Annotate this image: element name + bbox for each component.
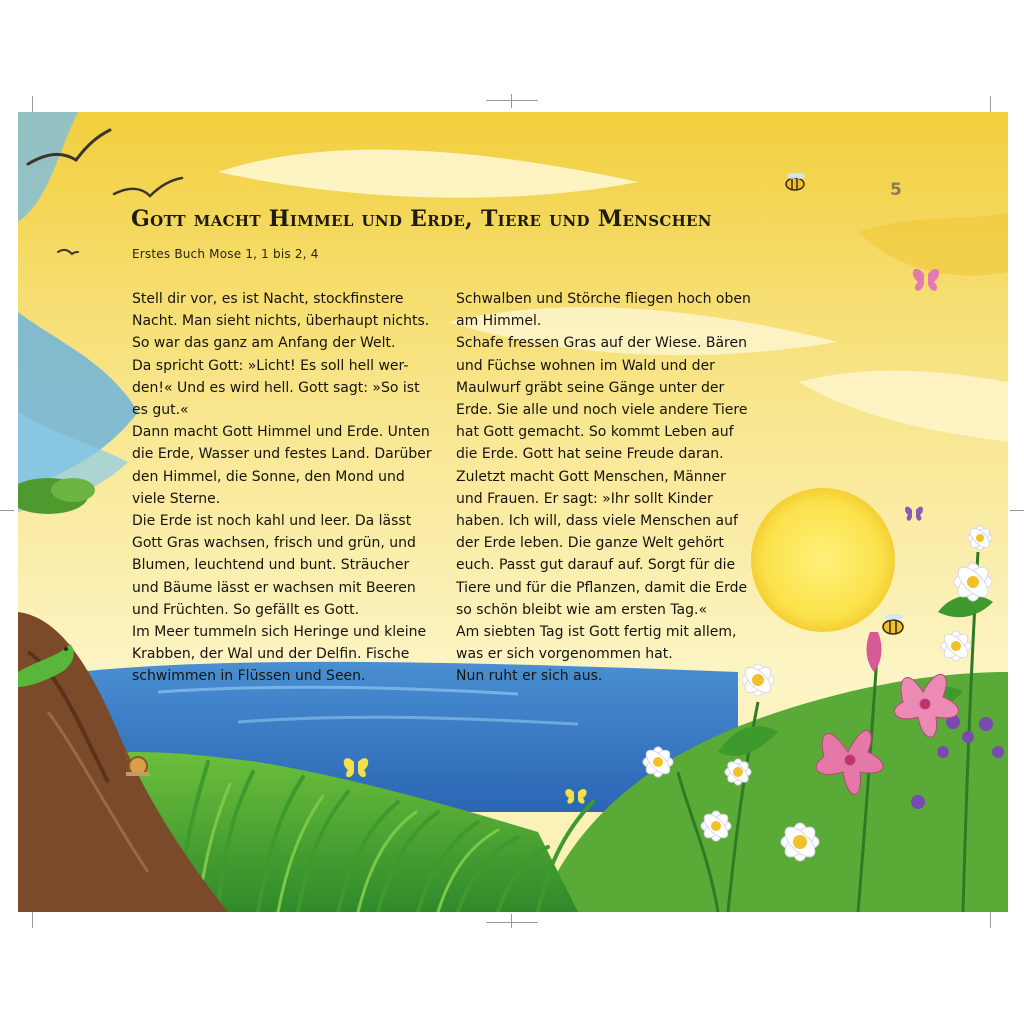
text-line: Tiere und für die Pflanzen, damit die Erde xyxy=(456,579,748,596)
text-line: Nun ruht er sich aus. xyxy=(456,668,603,685)
text-line: Krabben, der Wal und der Delfin. Fische xyxy=(132,646,410,663)
text-line: Zuletzt macht Gott Menschen, Männer xyxy=(456,468,726,485)
text-line: Gott Gras wachsen, frisch und grün, und xyxy=(132,535,416,552)
flower-icon xyxy=(940,630,971,661)
text-line: euch. Passt gut darauf auf. Sorgt für die xyxy=(456,557,736,574)
text-column-left xyxy=(132,288,432,688)
crop-mark xyxy=(990,96,991,112)
text-line: Schwalben und Störche fliegen hoch oben xyxy=(456,291,751,307)
bible-reference: Erstes Buch Mose 1, 1 bis 2, 4 xyxy=(132,247,319,261)
text-line: Stell dir vor, es ist Nacht, stockfinstere xyxy=(132,291,404,307)
text-line: der Erde leben. Die ganze Welt gehört xyxy=(456,535,724,552)
text-line: die Erde, Wasser und festes Land. Darüber xyxy=(132,446,432,463)
text-line: Da spricht Gott: »Licht! Es soll hell wer- xyxy=(132,357,409,374)
text-line: Schafe fressen Gras auf der Wiese. Bären xyxy=(456,335,747,352)
text-line: Die Erde ist noch kahl und leer. Da lässt xyxy=(132,513,412,530)
text-column-right xyxy=(456,288,756,688)
text-line: und Bäume lässt er wachsen mit Beeren xyxy=(132,579,416,596)
text-line: es gut.« xyxy=(132,402,189,419)
text-line: haben. Ich will, dass viele Menschen auf xyxy=(456,513,738,530)
text-line: und Früchten. So gefällt es Gott. xyxy=(132,601,360,618)
page-number: 5 xyxy=(890,180,902,200)
text-line: den Himmel, die Sonne, den Mond und xyxy=(132,468,405,485)
flower-icon xyxy=(642,746,673,777)
flower-icon xyxy=(725,759,752,786)
text-line: Im Meer tummeln sich Heringe und kleine xyxy=(132,624,427,641)
flower-icon xyxy=(700,810,731,841)
crop-mark xyxy=(1010,510,1024,511)
text-line: den!« Und es wird hell. Gott sagt: »So ist xyxy=(132,379,420,396)
text-line: Nacht. Man sieht nichts, überhaupt nichts. xyxy=(132,313,430,330)
crop-mark xyxy=(990,912,991,928)
text-line: hat Gott gemacht. So kommt Leben auf xyxy=(456,424,734,441)
crop-mark xyxy=(0,510,14,511)
bee-icon xyxy=(786,173,805,190)
text-line: schwimmen in Flüssen und Seen. xyxy=(132,668,366,685)
bee-icon xyxy=(883,614,903,634)
text-line: Am siebten Tag ist Gott fertig mit allem, xyxy=(456,624,737,641)
crop-mark xyxy=(486,100,538,101)
text-line: Erde. Sie alle und noch viele andere Tiere xyxy=(456,402,748,419)
text-line: Maulwurf gräbt seine Gänge unter der xyxy=(456,379,725,396)
crop-mark xyxy=(511,914,512,928)
sun-icon xyxy=(751,488,895,632)
text-line: So war das ganz am Anfang der Welt. xyxy=(132,335,396,352)
crop-mark xyxy=(32,912,33,928)
crop-mark xyxy=(511,94,512,108)
text-line: Dann macht Gott Himmel und Erde. Unten xyxy=(132,424,430,441)
crop-mark xyxy=(32,96,33,112)
text-line: und Füchse wohnen im Wald und der xyxy=(456,357,715,374)
text-line: am Himmel. xyxy=(456,313,542,330)
text-line: viele Sterne. xyxy=(132,490,221,507)
text-line: die Erde. Gott hat seine Freude daran. xyxy=(456,446,724,463)
crop-mark xyxy=(486,922,538,923)
text-line: und Frauen. Er sagt: »Ihr sollt Kinder xyxy=(456,490,713,507)
text-line: so schön bleibt wie am ersten Tag.« xyxy=(456,601,708,618)
text-line: Blumen, leuchtend und bunt. Sträucher xyxy=(132,557,410,574)
page-title: Gott macht Himmel und Erde, Tiere und Menschen xyxy=(131,206,712,232)
text-line: was er sich vorgenommen hat. xyxy=(456,646,673,663)
